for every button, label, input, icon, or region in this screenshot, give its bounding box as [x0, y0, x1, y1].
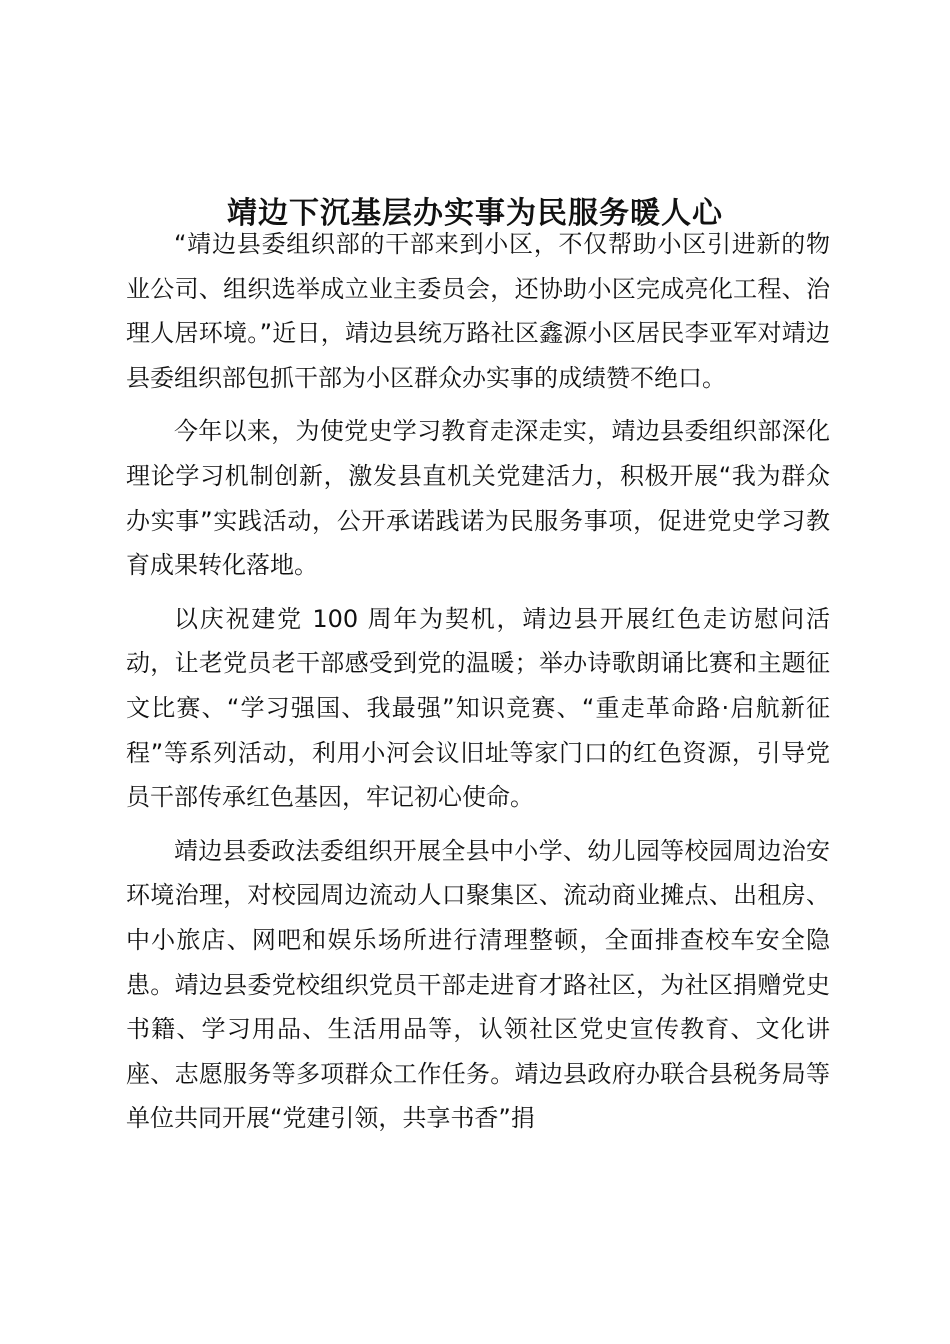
paragraph-4: 靖边县委政法委组织开展全县中小学、幼儿园等校园周边治安环境治理，对校园周边流动人口聚集区、流动商业摊点、出租房、中小旅店、网吧和娱乐场所进行清理整顿，全面排查校车安全隐患。靖边县委党校组织党员干部走进育才路社区，为社区捐赠党史书籍、学习用品、生活用品等，认领社区党史宣传教育、文化讲座、志愿服务等多项群众工作任务。靖边县政府办联合县税务局等单位共同开展“党建引领，共享书香”捐: [126, 836, 830, 1133]
document-body: [126, 222, 830, 1150]
paragraph-3: 以庆祝建党 100 周年为契机，靖边县开展红色走访慰问活动，让老党员老干部感受到党的温暖；举办诗歌朗诵比赛和主题征文比赛、“学习强国、我最强”知识竞赛、“重走革命路·启航新征程”等系列活动，利用小河会议旧址等家门口的红色资源，引导党员干部传承红色基因，牢记初心使命。: [126, 604, 830, 812]
document-title: 靖边下沉基层办实事为民服务暖人心: [227, 196, 723, 232]
paragraph-2: 今年以来，为使党史学习教育走深走实，靖边县委组织部深化理论学习机制创新，激发县直机关党建活力，积极开展“我为群众办实事”实践活动，公开承诺践诺为民服务事项，促进党史学习教育成果转化落地。: [126, 417, 830, 580]
paragraph-1: “靖边县委组织部的干部来到小区，不仅帮助小区引进新的物业公司、组织选举成立业主委员会，还协助小区完成亮化工程、治理人居环境。”近日，靖边县统万路社区鑫源小区居民李亚军对靖边县委组织部包抓干部为小区群众办实事的成绩赞不绝口。: [126, 230, 830, 392]
